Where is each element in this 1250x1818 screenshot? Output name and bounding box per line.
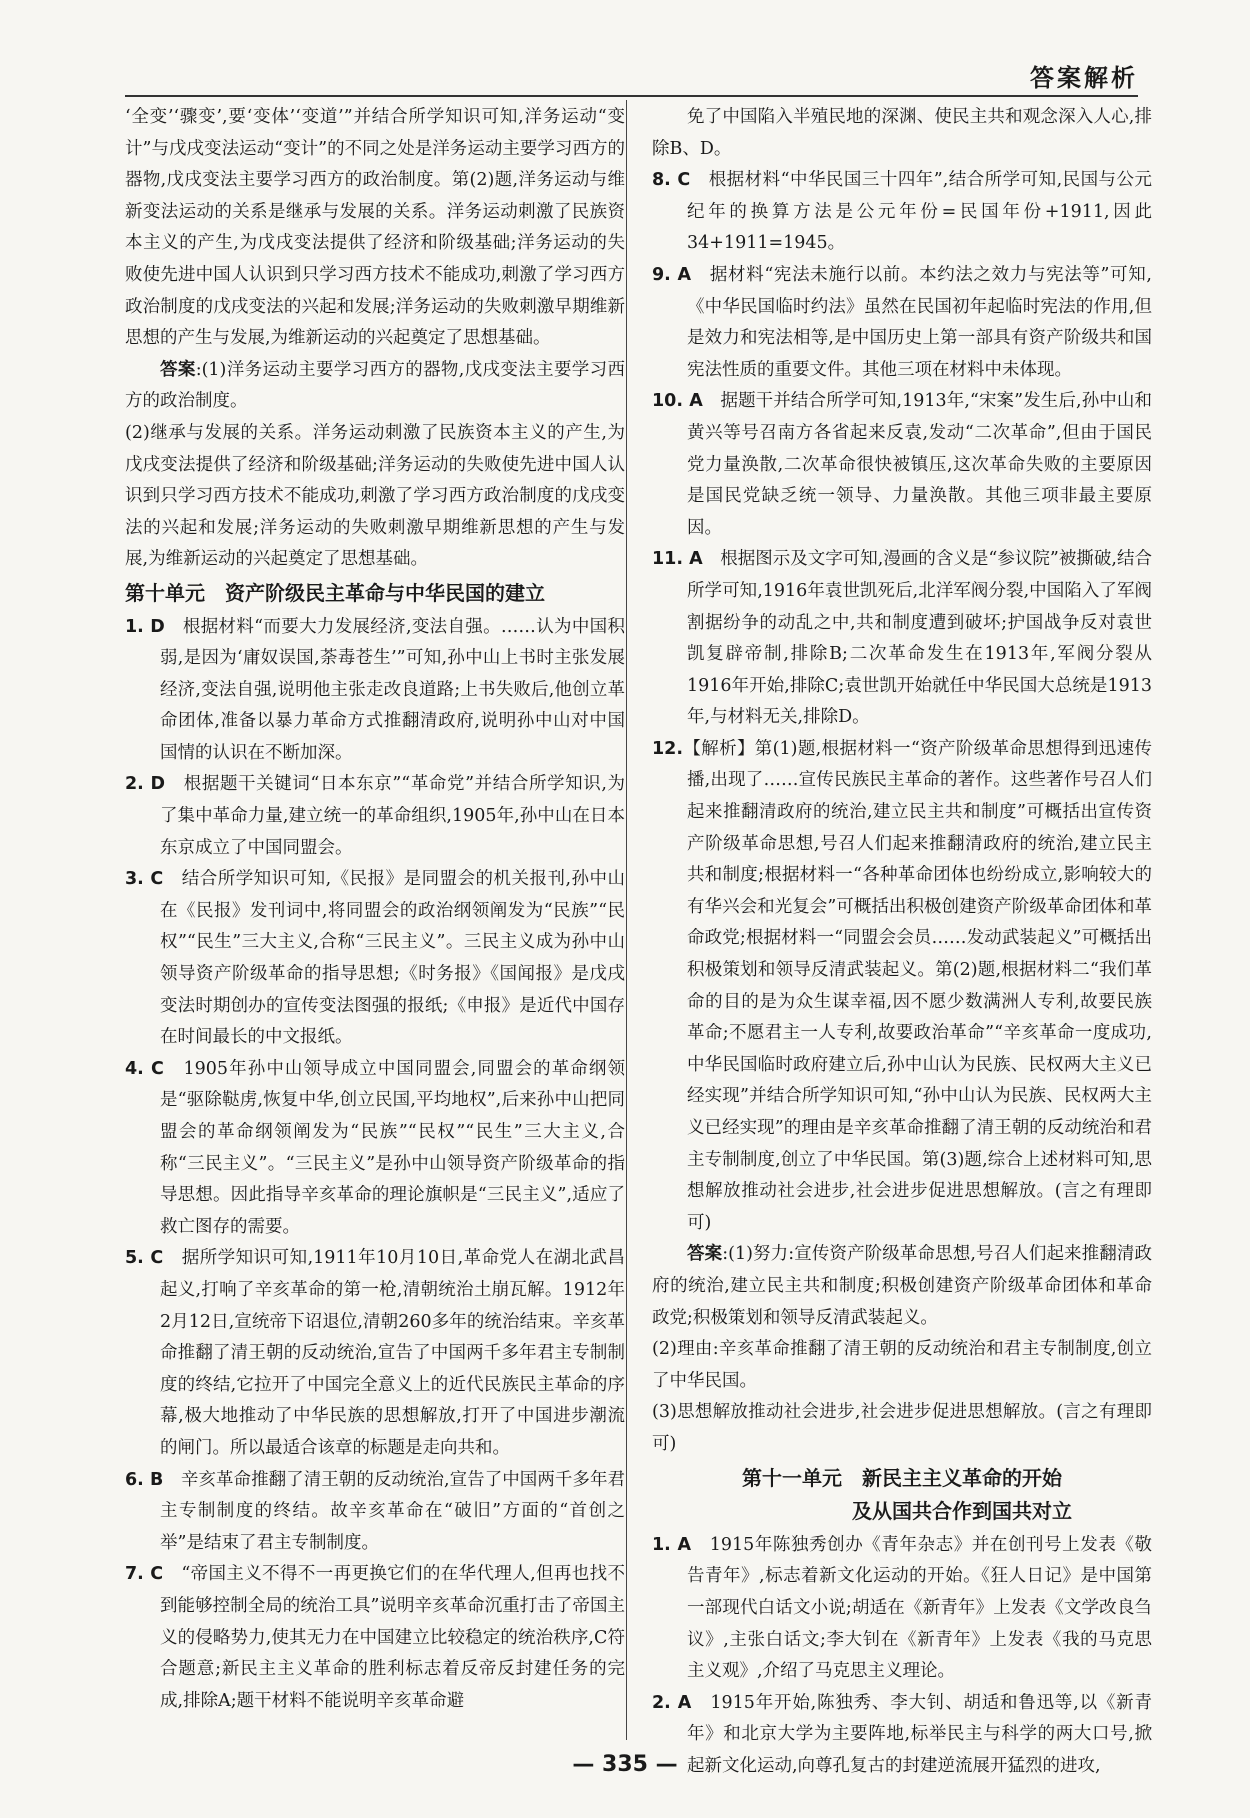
list-item	[652, 734, 1152, 1240]
answer-sub: (2)继承与发展的关系。洋务运动刺激了民族资本主义的产生,为戊戌变法提供了经济和阶级基础;洋务运动的失败使先进中国人认识到只学习西方技术不能成功,刺激了学习西方政治制度的戊戌变法的兴起和发展;洋务运动的失败刺激早期维新思想的产生与发展,为维新运动的兴起奠定了思想基础。	[125, 422, 625, 570]
question-number: 9. A	[652, 264, 692, 285]
unit-heading: 第十一单元 新民主主义革命的开始	[742, 1465, 1062, 1490]
question-text: 1915年陈独秀创办《青年杂志》并在创刊号上发表《敬告青年》,标志着新文化运动的开始。《狂人日记》是中国第一部现代白话文小说;胡适在《新青年》上发表《文学改良刍议》,主张白话文;李大钊在《新青年》上发表《我的马克思主义观》,介绍了马克思主义理论。	[687, 1534, 1152, 1682]
question-list	[125, 612, 625, 1718]
list-item	[125, 769, 625, 864]
list-item	[652, 165, 1152, 260]
question-text: 结合所学知识可知,《民报》是同盟会的机关报刊,孙中山在《民报》发刊词中,将同盟会的政治纲领阐发为“民族”“民权”“民生”三大主义,合称“三民主义”。三民主义成为孙中山领导资产阶级革命的指导思想;《时务报》《国闻报》是戊戌变法时期创办的宣传变法图强的报纸;《申报》是近代中国存在时间最长的中文报纸。	[160, 869, 626, 1048]
list-item	[652, 544, 1152, 734]
intro-paragraph: ‘全变’‘骤变’,要‘变体’‘变道’”并结合所学知识可知,洋务运动“变计”与戊戌变法运动“变计”的不同之处是洋务运动主要学习西方的器物,戊戌变法主要学习西方的政治制度。第(2)题,洋务运动与维新变法运动的关系是继承与发展的关系。洋务运动刺激了民族资本主义的产生,为戊戌变法提供了经济和阶级基础;洋务运动的失败使先进中国人认识到只学习西方技术不能成功,刺激了学习西方政治制度的戊戌变法的兴起和发展;洋务运动的失败刺激早期维新思想的产生与发展,为维新运动的兴起奠定了思想基础。	[125, 107, 625, 349]
question-text: 根据材料“而要大力发展经济,变法自强。……认为中国积弱,是因为‘庸奴误国,荼毒苍生’”可知,孙中山上书时主张发展经济,变法自强,说明他主张走改良道路;上书失败后,他创立革命团体,准备以暴力革命方式推翻清政府,说明孙中山对中国国情的认识在不断加深。	[160, 616, 625, 763]
question-text: 根据图示及文字可知,漫画的含义是“参议院”被撕破,结合所学可知,1916年袁世凯死后,北洋军阀分裂,中国陷入了军阀割据纷争的动乱之中,共和制度遭到破坏;护国战争反对袁世凯复辟帝制,排除B;二次革命发生在1913年,军阀分裂从1916年开始,排除C;袁世凯开始就任中华民国大总统是1913年,与材料无关,排除D。	[687, 549, 1152, 728]
answer-text: :(1)努力:宣传资产阶级革命思想,号召人们起来推翻清政府的统治,建立民主共和制度;积极创建资产阶级革命团体和革命政党;积极策划和领导反清武装起义。	[652, 1244, 1152, 1328]
continued-text: 免了中国陷入半殖民地的深渊、使民主共和观念深入人心,排除B、D。	[652, 107, 1152, 159]
question-number: 10. A	[652, 391, 703, 412]
list-item	[125, 1465, 625, 1560]
question-text: 1915年开始,陈独秀、李大钊、胡适和鲁迅等,以《新青年》和北京大学为主要阵地,标举民主与科学的两大口号,掀起新文化运动,向尊孔复古的封建逆流展开猛烈的进攻,	[687, 1692, 1152, 1776]
question-number: 3. C	[125, 869, 164, 890]
question-text: 【解析】第(1)题,根据材料一“资产阶级革命思想得到迅速传播,出现了……宣传民族民主革命的著作。这些著作号召人们起来推翻清政府的统治,建立民主共和制度”可概括出宣传资产阶级革命思想,号召人们起来推翻清政府的统治,建立民主共和制度;根据材料一“各种革命团体也纷纷成立,影响较大的有华兴会和光复会”可概括出积极创建资产阶级革命团体和革命政党;根据材料一“同盟会会员……发动武装起义”可概括出积极策划和领导反清武装起义。第(2)题,根据材料二“我们革命的目的是为众生谋幸福,因不愿少数满洲人专利,故要民族革命;不愿君主一人专利,故要政治革命”“辛亥革命一度成功,中华民国临时政府建立后,孙中山认为民族、民权两大主义已经实现”并结合所学知识可知,“孙中山认为民族、民权两大主义已经实现”的理由是辛亥革命推翻了清王朝的反动统治和君主专制制度,创立了中华民国。第(3)题,综合上述材料可知,思想解放推动社会进步,社会进步促进思想解放。(言之有理即可)	[683, 738, 1152, 1233]
column-divider	[626, 100, 627, 1740]
question-number: 2. D	[125, 774, 166, 795]
list-item	[652, 260, 1152, 386]
question-text: 1905年孙中山领导成立中国同盟会,同盟会的革命纲领是“驱除鞑虏,恢复中华,创立民国,平均地权”,后来孙中山把同盟会的革命纲领阐发为“民族”“民权”“民生”三大主义,合称“三民主义”。“三民主义”是孙中山领导资产阶级革命的指导思想。因此指导辛亥革命的理论旗帜是“三民主义”,适应了救亡图存的需要。	[160, 1058, 625, 1237]
list-item	[125, 1243, 625, 1464]
list-item	[125, 1559, 625, 1717]
question-number: 8. C	[652, 170, 691, 191]
question-text: 辛亥革命推翻了清王朝的反动统治,宣告了中国两千多年君主专制制度的终结。故辛亥革命在“破旧”方面的“首创之举”是结束了君主专制制度。	[160, 1469, 626, 1553]
unit-heading-line2: 及从国共合作到国共对立	[852, 1499, 1072, 1524]
answer-block	[652, 1239, 1152, 1334]
right-column	[652, 102, 1152, 1782]
answer-sub: (3)思想解放推动社会进步,社会进步促进思想解放。(言之有理即可)	[652, 1402, 1152, 1454]
answer-label: 答案	[687, 1244, 723, 1265]
question-number: 5. C	[125, 1248, 164, 1269]
list-item	[652, 386, 1152, 544]
question-number: 7. C	[125, 1564, 164, 1585]
list-item	[125, 612, 625, 770]
question-text: 据材料“宪法未施行以前。本约法之效力与宪法等”可知,《中华民国临时约法》虽然在民国初年起临时宪法的作用,但是效力和宪法相等,是中国历史上第一部具有资产阶级共和国宪法性质的重要文件。其他三项在材料中未体现。	[687, 264, 1152, 380]
question-text: 据所学知识可知,1911年10月10日,革命党人在湖北武昌起义,打响了辛亥革命的第一枪,清朝统治土崩瓦解。1912年2月12日,宣统帝下诏退位,清朝260多年的统治结束。辛亥革命推翻了清王朝的反动统治,宣告了中国两千多年君主专制制度的终结,它拉开了中国完全意义上的近代民族民主革命的序幕,极大地推动了中华民族的思想解放,打开了中国进步潮流的闸门。所以最适合该章的标题是走向共和。	[160, 1248, 626, 1458]
question-number: 4. C	[125, 1058, 164, 1079]
question-list	[652, 1530, 1152, 1783]
question-number: 11. A	[652, 549, 703, 570]
unit-heading: 第十单元 资产阶级民主革命与中华民国的建立	[125, 580, 545, 605]
left-column	[125, 102, 625, 1717]
question-text: 根据题干关键词“日本东京”“革命党”并结合所学知识,为了集中革命力量,建立统一的革命组织,1905年,孙中山在日本东京成立了中国同盟会。	[160, 774, 625, 858]
answer-block	[125, 355, 625, 418]
question-number: 6. B	[125, 1469, 164, 1490]
question-number: 2. A	[652, 1692, 692, 1713]
question-number: 1. D	[125, 616, 165, 637]
header-rule	[125, 95, 1138, 97]
answer-label: 答案	[160, 359, 196, 380]
list-item	[652, 1530, 1152, 1688]
page-number: — 335 —	[572, 1752, 678, 1777]
question-number: 1. A	[652, 1534, 692, 1555]
question-list	[652, 165, 1152, 1239]
list-item	[125, 1054, 625, 1244]
list-item	[125, 864, 625, 1054]
answer-sub: (2)理由:辛亥革命推翻了清王朝的反动统治和君主专制制度,创立了中华民国。	[652, 1339, 1152, 1391]
question-text: 根据材料“中华民国三十四年”,结合所学可知,民国与公元纪年的换算方法是公元年份=民国年份+1911,因此34+1911=1945。	[687, 170, 1152, 254]
question-text: “帝国主义不得不一再更换它们的在华代理人,但再也找不到能够控制全局的统治工具”说明辛亥革命沉重打击了帝国主义的侵略势力,使其无力在中国建立比较稳定的统治秩序,C符合题意;新民主主义革命的胜利标志着反帝反封建任务的完成,排除A;题干材料不能说明辛亥革命避	[160, 1564, 625, 1711]
question-number: 12.	[652, 738, 684, 759]
answer-text: :(1)洋务运动主要学习西方的器物,戊戌变法主要学习西方的政治制度。	[125, 359, 625, 412]
question-text: 据题干并结合所学可知,1913年,“宋案”发生后,孙中山和黄兴等号召南方各省起来反袁,发动“二次革命”,但由于国民党力量涣散,二次革命很快被镇压,这次革命失败的主要原因是国民党缺乏统一领导、力量涣散。其他三项非最主要原因。	[687, 391, 1153, 538]
header-title: 答案解析	[1030, 64, 1138, 92]
